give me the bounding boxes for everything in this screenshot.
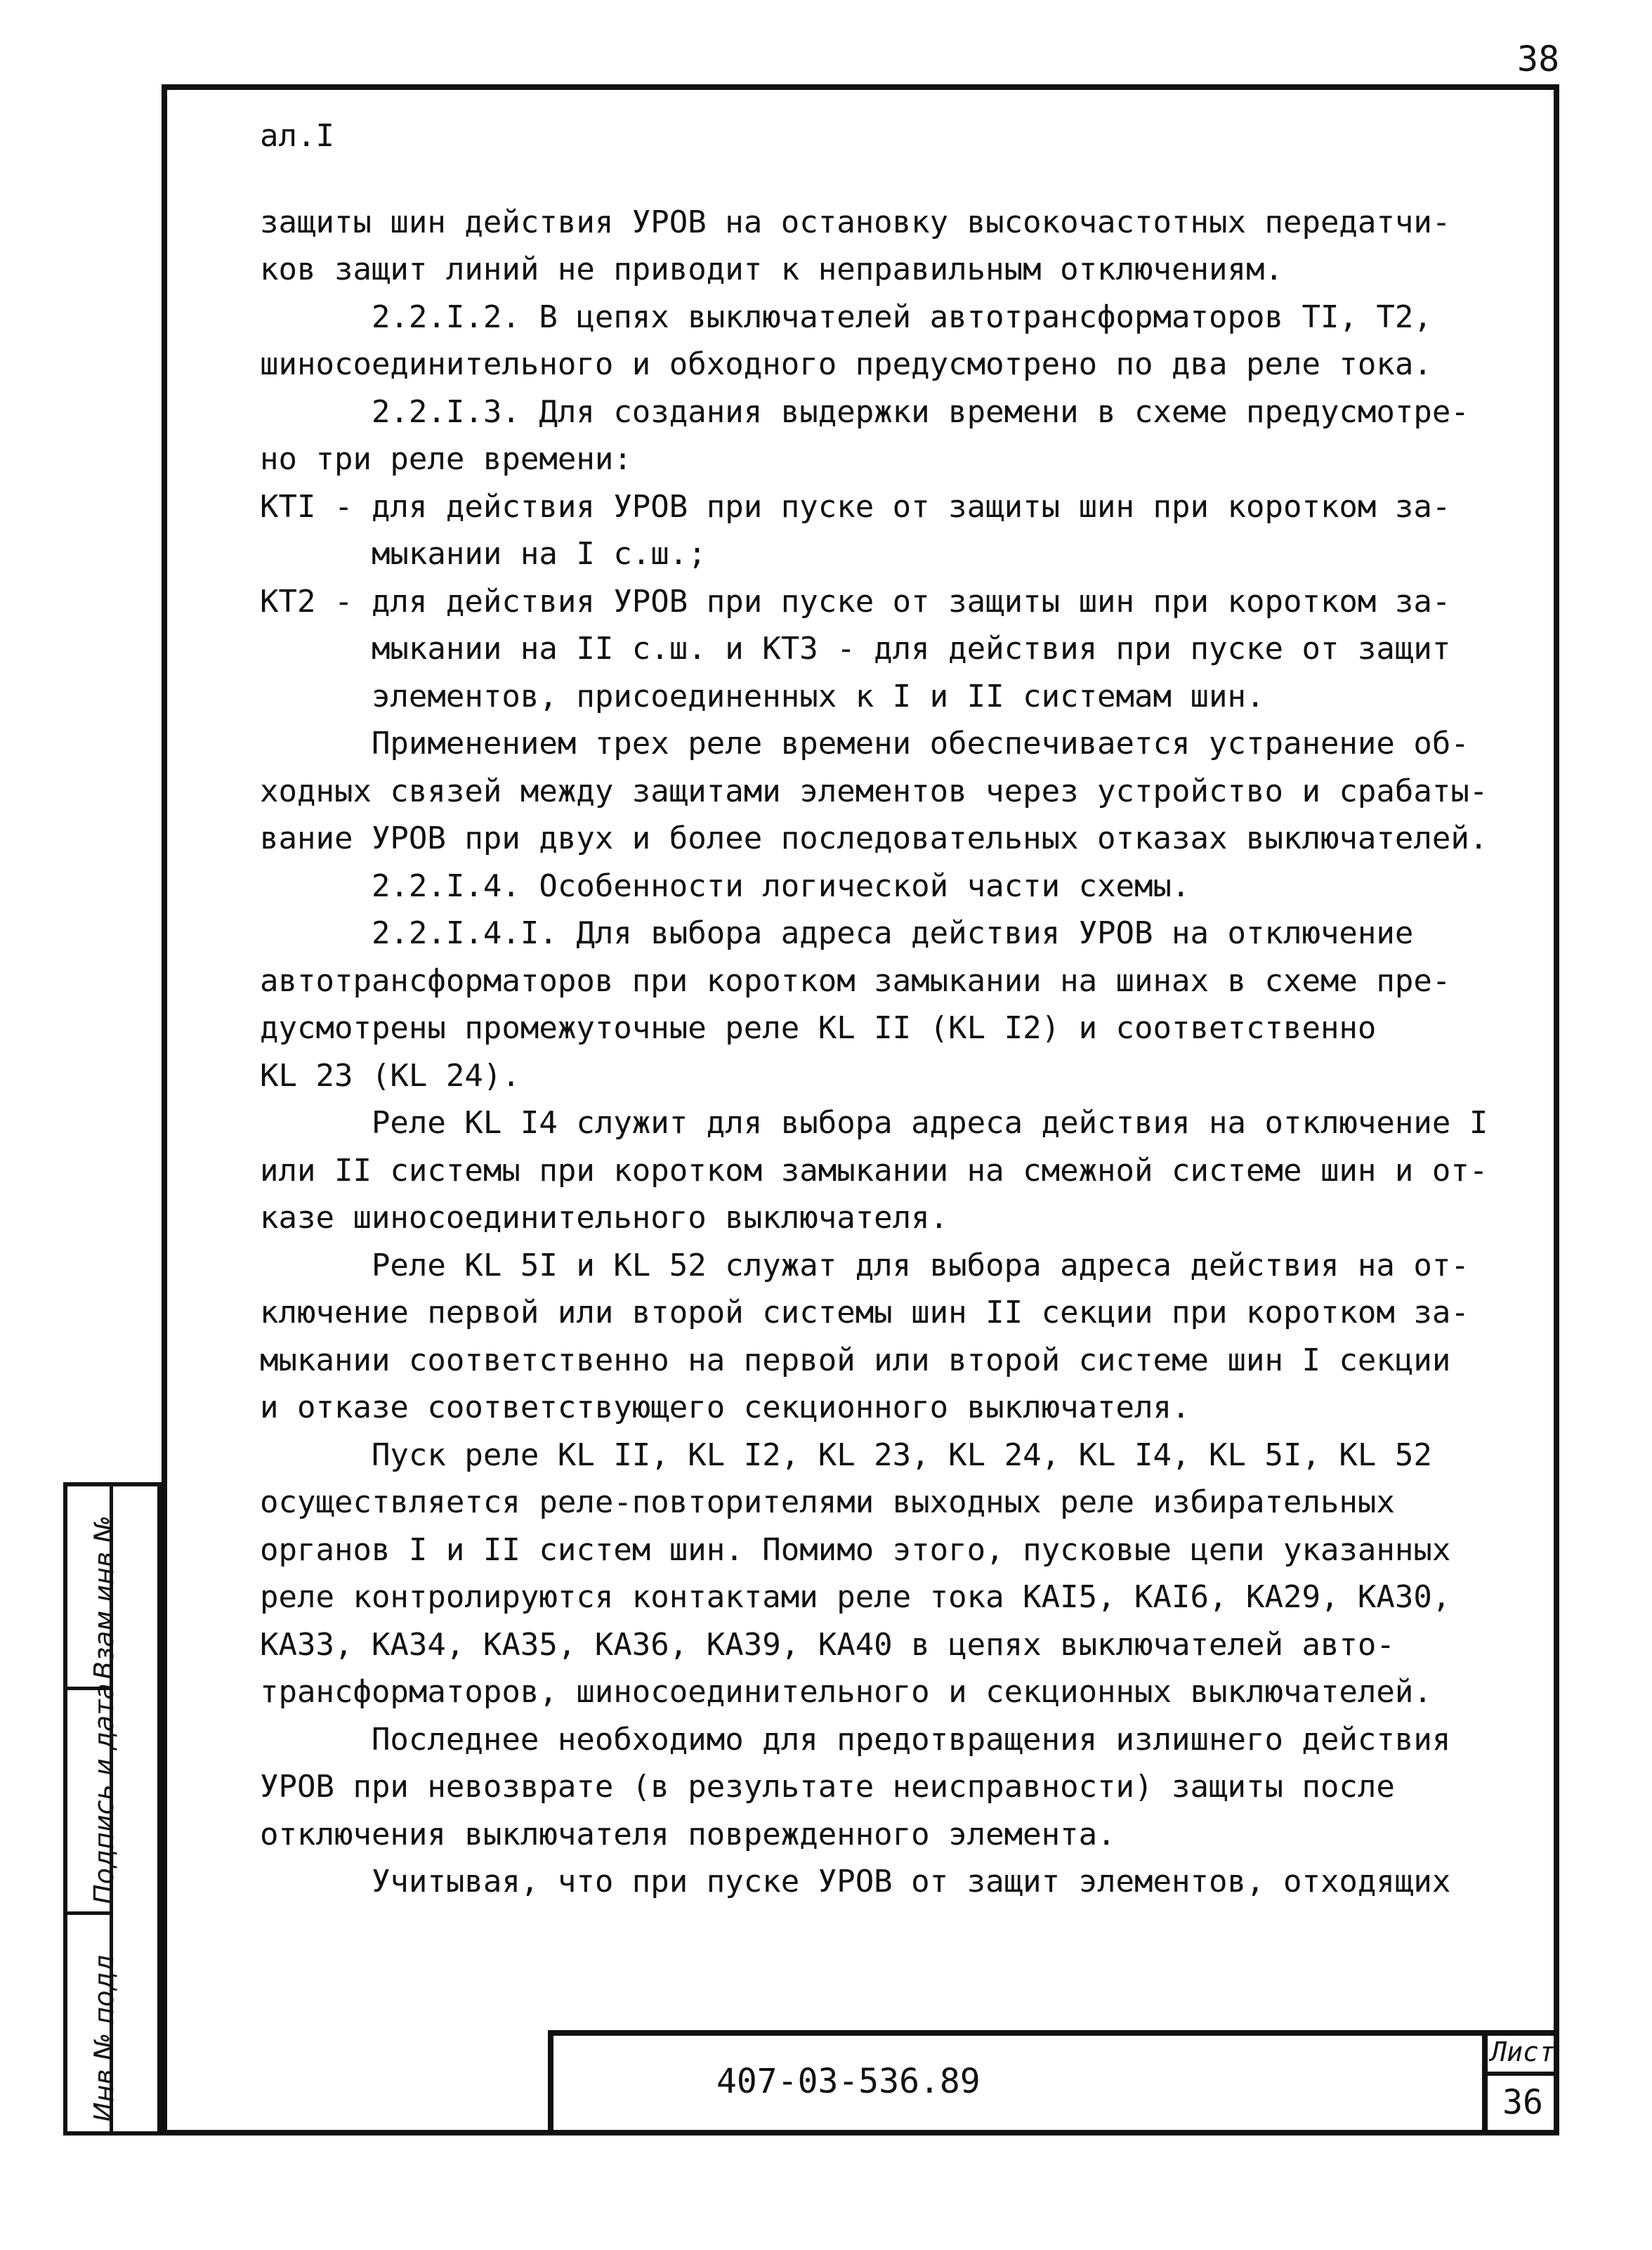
body-line: Последнее необходимо для предотвращения излишнего действия <box>260 1721 1451 1758</box>
page-number: 38 <box>1517 39 1560 79</box>
body-line: 2.2.I.4. Особенности логической части схемы. <box>260 868 1191 904</box>
body-line: КТI - для действия УРОВ при пуске от защиты шин при коротком за- <box>260 488 1451 525</box>
body-line: 2.2.I.4.I. Для выбора адреса действия УРОВ на отключение <box>260 915 1414 951</box>
body-line: Применением трех реле времени обеспечивается устранение об- <box>260 726 1469 761</box>
side-stamp <box>63 1482 162 2135</box>
sheet-number: 36 <box>1502 2083 1543 2122</box>
body-line: КТ2 - для действия УРОВ при пуске от защиты шин при коротком за- <box>260 583 1451 620</box>
document-body <box>260 112 1552 1906</box>
side-label-replacement: Взам.инв.№ <box>88 1515 119 1680</box>
body-line: мыкании на I с.ш.; <box>260 536 707 572</box>
body-line: вание УРОВ при двух и более последовательных отказах выключателей. <box>260 820 1488 856</box>
body-line: казе шиносоединительного выключателя. <box>260 1200 949 1236</box>
body-line: Учитывая, что при пуске УРОВ от защит элементов, отходящих <box>260 1864 1451 1899</box>
side-label-signature: Подпись и дата <box>88 1683 119 1904</box>
body-line: и отказе соответствующего секционного выключателя. <box>260 1389 1191 1425</box>
body-line: элементов, присоединенных к I и II системам шин. <box>260 678 1265 714</box>
body-lines <box>260 199 1552 1906</box>
side-cell-inventory <box>67 1915 119 2131</box>
body-line: защиты шин действия УРОВ на остановку высокочастотных передатчи- <box>260 204 1451 240</box>
body-line: трансформаторов, шиносоединительного и секционных выключателей. <box>260 1674 1432 1710</box>
body-line: Реле KL 5I и KL 52 служат для выбора адреса действия на от- <box>260 1247 1469 1283</box>
body-line: мыкании соответственно на первой или второй системе шин I секции <box>260 1342 1451 1378</box>
body-line: Реле KL I4 служит для выбора адреса действия на отключение I <box>260 1105 1488 1141</box>
body-line: 2.2.I.2. В цепях выключателей автотрансформаторов TI, T2, <box>260 299 1432 335</box>
body-line: реле контролируются контактами реле тока КАI5, КАI6, КА29, КА30, <box>260 1579 1451 1615</box>
body-line: 2.2.I.3. Для создания выдержки времени в схеме предусмотре- <box>260 393 1469 430</box>
side-label-inventory: Инв.№ подл. <box>88 1946 119 2122</box>
section-header: ал.I <box>260 118 334 154</box>
side-cell-signature <box>67 1683 119 1915</box>
document-code: 407-03-536.89 <box>716 2062 981 2101</box>
body-line: шиносоединительного и обходного предусмотрено по два реле тока. <box>260 346 1432 382</box>
body-line: осуществляется реле-повторителями выходных реле избирательных <box>260 1484 1395 1520</box>
side-cell-replacement <box>67 1486 119 1690</box>
body-line: отключения выключателя поврежденного элемента. <box>260 1816 1116 1852</box>
body-line: КА33, КА34, КА35, КА36, КА39, КА40 в цепях выключателей авто- <box>260 1626 1395 1663</box>
body-line: ков защит линий не приводит к неправильным отключениям. <box>260 251 1283 287</box>
body-line: ключение первой или второй системы шин II секции при коротком за- <box>260 1295 1469 1330</box>
body-line: органов I и II систем шин. Помимо этого, пусковые цепи указанных <box>260 1531 1451 1568</box>
body-line: Пуск реле KL II, KL I2, KL 23, KL 24, KL I4, KL 5I, KL 52 <box>260 1437 1432 1473</box>
body-line: но три реле времени: <box>260 441 632 477</box>
body-line: мыкании на II с.ш. и КТ3 - для действия при пуске от защит <box>260 631 1451 667</box>
body-line: ходных связей между защитами элементов через устройство и срабаты- <box>260 773 1488 809</box>
title-block <box>548 2030 1559 2135</box>
body-line: KL 23 (KL 24). <box>260 1057 520 1094</box>
body-line: или II системы при коротком замыкании на смежной системе шин и от- <box>260 1152 1488 1189</box>
body-line: дусмотрены промежуточные реле KL II (KL I2) и соответственно <box>260 1010 1377 1046</box>
sheet-label: Лист <box>1488 2034 1558 2076</box>
body-line: автотрансформаторов при коротком замыкании на шинах в схеме пре- <box>260 962 1451 999</box>
body-line: УРОВ при невозврате (в результате неисправности) защиты после <box>260 1769 1395 1805</box>
